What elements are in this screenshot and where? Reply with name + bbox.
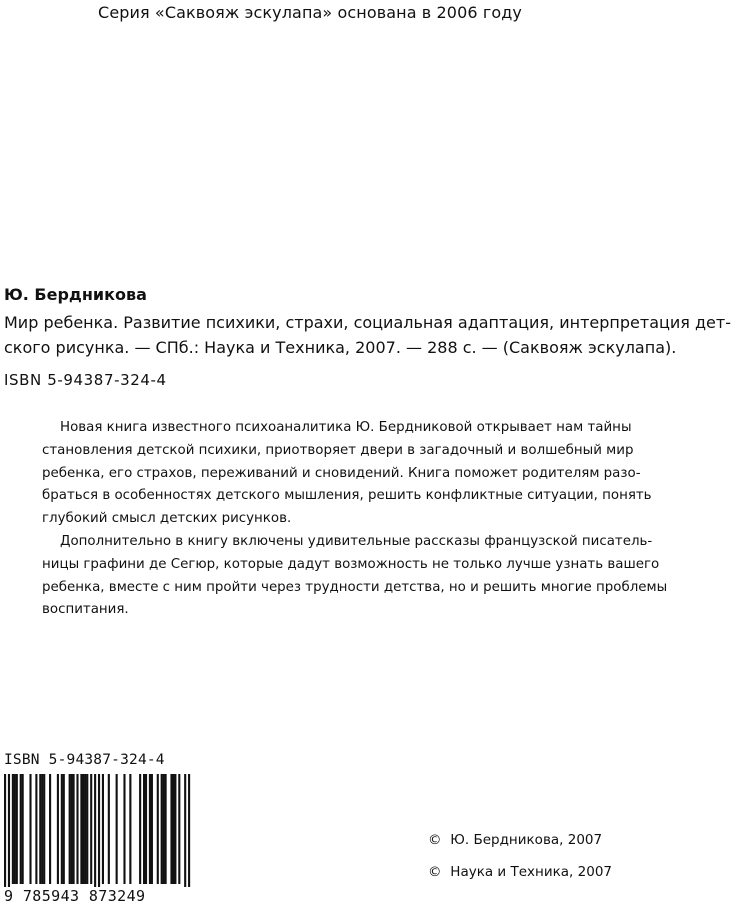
annotation	[42, 417, 668, 622]
copyright-line	[428, 830, 602, 850]
barcode-bar	[157, 774, 159, 884]
barcode-bar	[145, 774, 147, 884]
annotation-line: Дополнительно в книгу включены удивительные рассказы французской писатель-	[60, 533, 653, 549]
author-name: Ю. Бердникова	[4, 285, 147, 304]
bibliographic-description	[4, 310, 731, 360]
barcode-bar	[139, 774, 141, 884]
barcode-bar	[49, 774, 51, 884]
copyright-text: Ю. Бердникова, 2007	[450, 832, 603, 848]
copyright-symbol: ©	[428, 832, 442, 848]
annotation-line: становления детской психики, приотворяет двери в загадочный и волшебный мир	[42, 442, 634, 458]
barcode-bar	[63, 774, 65, 884]
barcode-bar	[39, 774, 41, 884]
series-note: Серия «Саквояж эскулапа» основана в 2006 году	[98, 3, 522, 22]
barcode-bar	[73, 774, 75, 884]
barcode-isbn-label: ISBN 5-94387-324-4	[4, 752, 165, 768]
copyright-symbol: ©	[428, 864, 442, 880]
barcode-bar	[35, 774, 37, 884]
barcode-bar	[61, 774, 63, 884]
barcode-bar	[8, 774, 10, 892]
barcode-bar	[12, 774, 14, 884]
barcode-bar	[20, 774, 22, 884]
barcode-bar	[98, 774, 100, 892]
barcode-bar	[41, 774, 43, 884]
barcode-bar	[29, 774, 31, 884]
bibliographic-line: Мир ребенка. Развитие психики, страхи, социальная адаптация, интерпретация дет-	[4, 313, 731, 332]
barcode-bar	[143, 774, 145, 884]
barcode-bar	[57, 774, 59, 884]
barcode-bar	[116, 774, 118, 884]
barcode-bar	[163, 774, 165, 884]
barcode-bar	[170, 774, 172, 884]
isbn-number: ISBN 5-94387-324-4	[4, 371, 167, 389]
barcode-bar	[172, 774, 174, 884]
barcode-bar	[80, 774, 82, 884]
copyright-text: Наука и Техника, 2007	[450, 864, 613, 880]
annotation-line: ребенка, его страхов, переживаний и сновидений. Книга поможет родителям разо-	[42, 465, 641, 481]
barcode-bar	[90, 774, 92, 884]
barcode-bars	[4, 774, 190, 892]
barcode-bar	[102, 774, 104, 884]
barcode-bar	[43, 774, 45, 884]
barcode-bar	[129, 774, 131, 884]
barcode-bar	[174, 774, 176, 884]
bibliographic-line: ского рисунка. — СПб.: Наука и Техника, 2007. — 288 с. — (Саквояж эскулапа).	[4, 338, 677, 357]
barcode-bar	[123, 774, 125, 884]
barcode-image	[4, 774, 190, 892]
barcode-bar	[4, 774, 6, 892]
annotation-line: воспитания.	[42, 602, 129, 618]
barcode-bar	[94, 774, 96, 892]
annotation-line: ребенка, вместе с ним пройти через трудности детства, но и решить многие проблемы	[42, 579, 668, 595]
barcode-bar	[76, 774, 78, 884]
barcode-bar	[165, 774, 167, 884]
barcode-bar	[86, 774, 88, 884]
barcode-bar	[71, 774, 73, 884]
barcode-bar	[84, 774, 86, 884]
barcode-digits: 9 785943 873249	[4, 887, 194, 905]
barcode-bar	[184, 774, 186, 892]
barcode-bar	[108, 774, 110, 884]
barcode-bar	[161, 774, 163, 884]
copyright-line	[428, 862, 612, 882]
barcode-bar	[149, 774, 151, 884]
barcode-bar	[151, 774, 153, 884]
annotation-line: браться в особенностях детского мышления, решить конфликтные ситуации, понять	[42, 488, 652, 504]
barcode-bar	[178, 774, 180, 884]
barcode-bar	[22, 774, 24, 884]
barcode-bar	[14, 774, 16, 884]
barcode-bar	[188, 774, 190, 892]
barcode-bar	[82, 774, 84, 884]
annotation-line: глубокий смысл детских рисунков.	[42, 511, 292, 527]
annotation-line: ницы графини де Сегюр, которые дадут возможность не только лучше узнать вашего	[42, 556, 660, 572]
barcode-bar	[69, 774, 71, 884]
barcode-bar	[16, 774, 18, 884]
annotation-line: Новая книга известного психоаналитика Ю. Бердниковой открывает нам тайны	[60, 420, 632, 435]
